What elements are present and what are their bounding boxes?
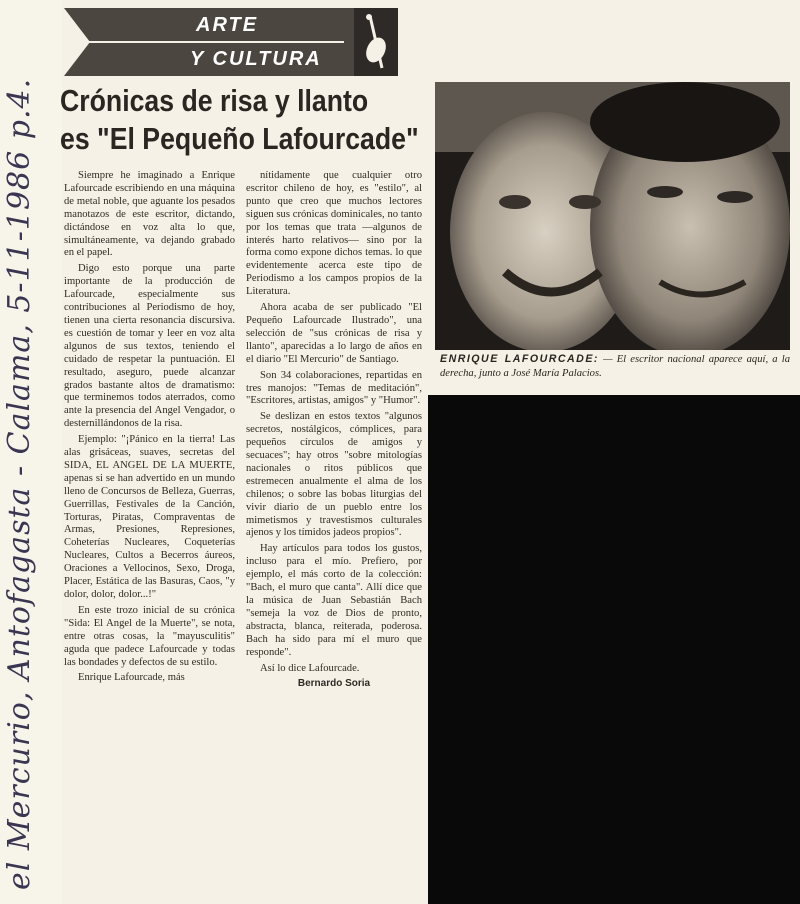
article-headline bbox=[60, 82, 419, 158]
author-signature bbox=[246, 678, 422, 691]
paragraph: nítidamente que cualquier otro escritor chileno de hoy, es "estilo", al punto que creo que muchos lectores siguen sus crónicas dominicales, no tanto por los temas que trata —algunos de interés harto relativos— sino por la forma como expone dichos temas. lo que evidentemente acerca este tipo de Periodismo a los campos propios de la Literatura. bbox=[246, 170, 422, 298]
paragraph: Así lo dice Lafourcade. bbox=[260, 662, 360, 674]
paragraph: Enrique Lafourcade, más bbox=[78, 672, 185, 684]
section-label-arte: ARTE bbox=[196, 14, 259, 36]
author-name: Bernardo Soria bbox=[297, 678, 371, 690]
headline-line-1: Crónicas de risa y llanto bbox=[60, 83, 369, 118]
caption-text: — El escritor nacional aparece aquí, a la derecha, junto a José María Palacios. bbox=[440, 354, 790, 379]
article-column-1 bbox=[64, 170, 235, 865]
paragraph: Hay artículos para todos los gustos, incluso para el mío. Prefiero, por ejemplo, el más corto de la colección: "Bach, el muro que canta". Allí dice que la música de Juan Sebastián Bach "semeja la voz de Dios de pronto, abstracta, blanca, reiterada, poderosa. Bach ha sido para mí el muro que responde". bbox=[246, 543, 422, 658]
left-margin bbox=[0, 0, 62, 904]
photo-two-men bbox=[435, 82, 790, 350]
article-column-2 bbox=[246, 170, 422, 870]
paragraph: Ahora acaba de ser publicado "El Pequeño Lafourcade Ilustrado", una selección de "sus crónicas de risa y llanto", aparecidas a lo largo de años en el diario "El Mercurio" de Santiago. bbox=[246, 302, 422, 365]
paragraph: Son 34 colaboraciones, repartidas en tres manojos: "Temas de meditación", "Escritores, artistas, amigos" y "Humor". bbox=[246, 369, 422, 407]
headline-line-2: es "El Pequeño Lafourcade" bbox=[60, 121, 419, 156]
caption-name: ENRIQUE LAFOURCADE: bbox=[440, 353, 599, 365]
section-banner bbox=[64, 8, 398, 76]
paragraph: En este trozo inicial de su crónica "Sida: El Angel de la Muerte", se nota, entre otras cosas, la "mayusculitis" aguda que padece Lafourcade y todas las bondades y defectos de su estilo. bbox=[64, 604, 235, 668]
paragraph: Siempre he imaginado a Enrique Lafourcade escribiendo en una máquina de metal noble, que aguante los pesados manotazos de este escritor, dictando, dictándose en voz alta lo que, simultáneamente, va dejando grabado en el papel. bbox=[64, 170, 235, 259]
article-photo bbox=[435, 82, 790, 350]
dark-background-area bbox=[428, 395, 800, 904]
paragraph: Ejemplo: "¡Pánico en la tierra! Las alas grisáceas, suaves, secretas del SIDA, EL ANGEL DE LA MUERTE, apenas si se han advertido en un mundo lleno de Concursos de Belleza, Guerras, Guerrillas, Festivales de la Canción, Torturas, Piratas, Compraventas de Armas, Presiones, Represiones, Coheterías Nucleares, Coqueterías Nucleares, Cultos a Becerros áureos, Oraciones a Vellocinos, Sexo, Droga, Placer, Estática de las Basuras, Caos, "y dolor, dolor, dolor...!" bbox=[64, 434, 235, 600]
photo-caption bbox=[440, 352, 790, 381]
handwritten-note: el Mercurio, Antofagasta - Calama, 5-11-1986 p.4. bbox=[2, 77, 37, 890]
paragraph: Se deslizan en estos textos "algunos secretos, nostálgicos, cómplices, para pequeños círculos de amigos y secuaces"; hay otros "sobre mitologías nacionales o ritos públicos que estremecen anualmente el alma de los chilenos; o sobre las bobas liturgias del vivir diario de un pueblo entre los mimetismos y travestismos culturales ajenos y los tímidos jadeos propios". bbox=[246, 411, 422, 539]
section-label-cultura: Y CULTURA bbox=[190, 48, 322, 70]
paragraph: Digo esto porque una parte importante de la producción de Lafourcade, especialmente sus contribuciones al Periodismo de hoy, tienen una cierta resonancia discursiva. es cuestión de tomar y leer en voz alta algunos de sus textos, teniendo el cuidado de respetar la puntuación. El resultado, aseguro, puede alcanzar grados bastante altos de dramatismo: que terminemos todos aterrados, como ante la presencia del Angel Vengador, o desternillándonos de la risa. bbox=[64, 263, 235, 430]
